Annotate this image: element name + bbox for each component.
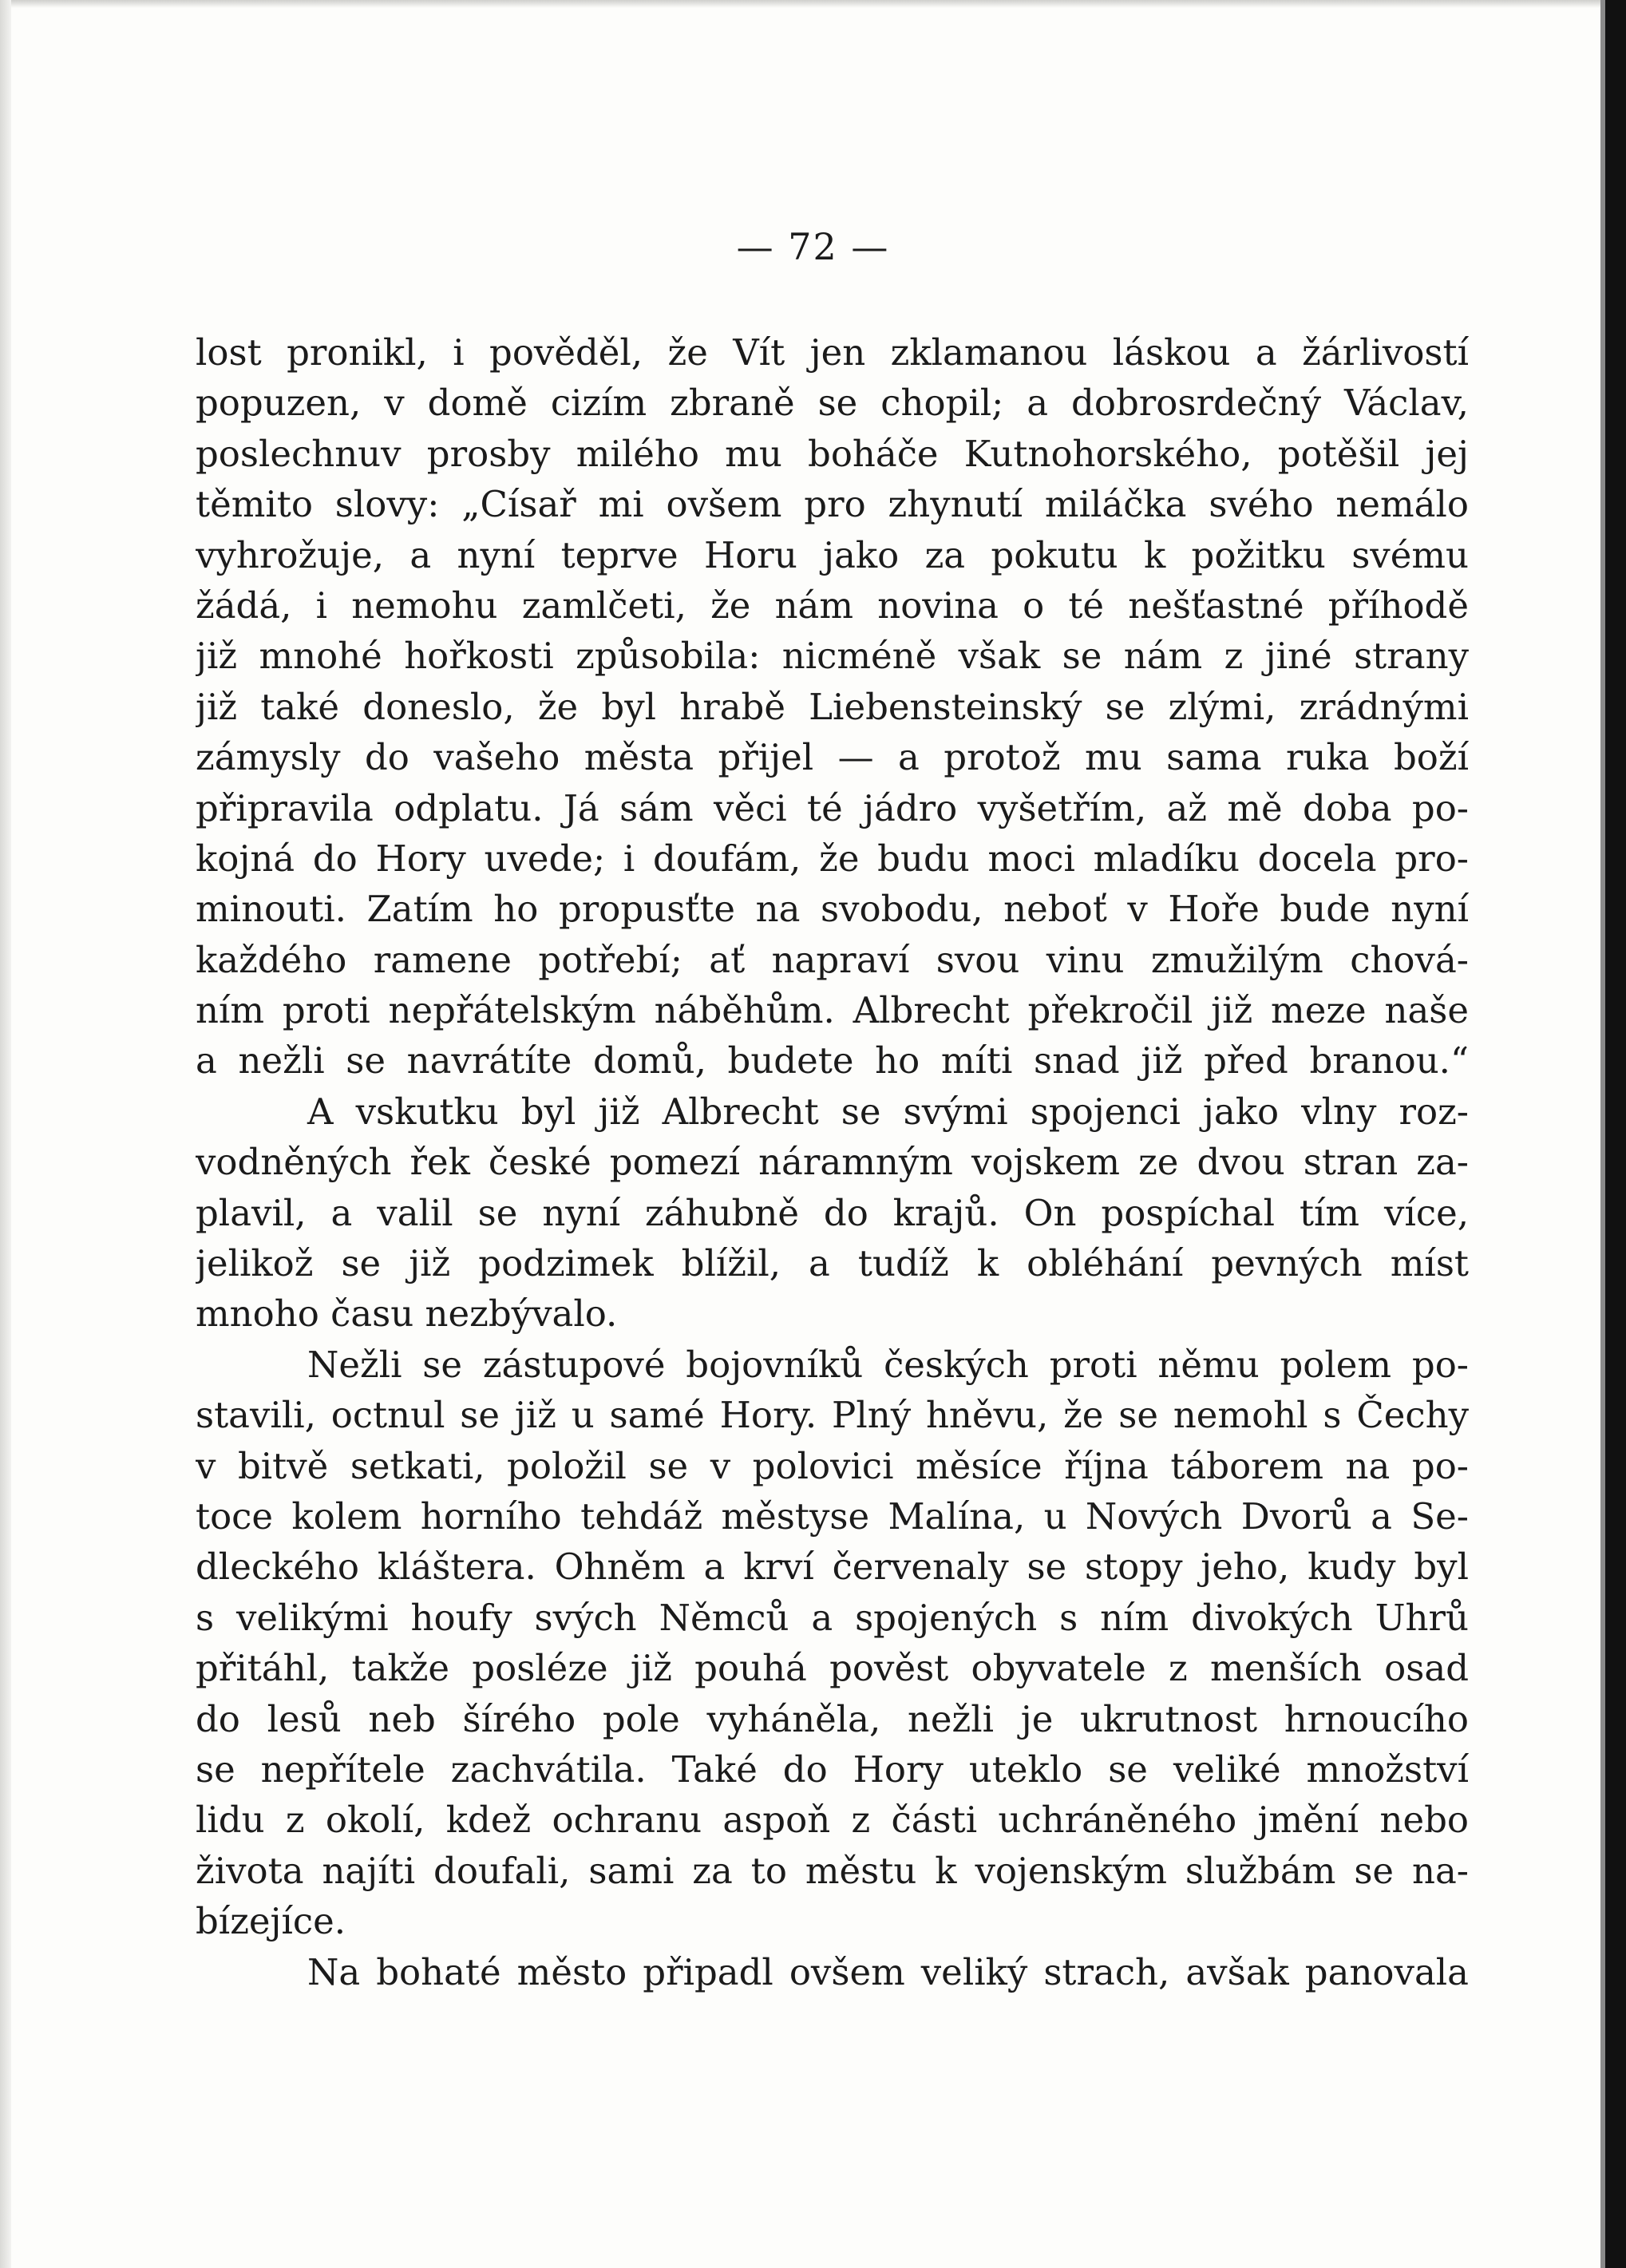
text-line: připravila odplatu. Já sám věci té jádro vyšetřím, až mě doba po-: [196, 786, 1469, 829]
text-line: bízejíce.: [196, 1900, 346, 1943]
text-line: s velikými houfy svých Němců a spojených s ním divokých Uhrů: [196, 1596, 1469, 1639]
text-line: každého ramene potřebí; ať napraví svou vinu zmužilým chová-: [196, 938, 1469, 981]
text-line: života najíti doufali, sami za to městu k vojenským službám se na-: [196, 1849, 1469, 1892]
text-line: ním proti nepřátelským náběhům. Albrecht překročil již meze naše: [196, 989, 1469, 1032]
text-line: kojná do Hory uvede; i doufám, že budu moci mladíku docela pro-: [196, 837, 1469, 880]
text-line: lost pronikl, i pověděl, že Vít jen zklamanou láskou a žárlivostí: [196, 331, 1469, 374]
text-line: lidu z okolí, kdež ochranu aspoň z části uchráněného jmění nebo: [196, 1799, 1469, 1842]
text-line: žádá, i nemohu zamlčeti, že nám novina o té nešťastné příhodě: [196, 584, 1469, 627]
text-line: těmito slovy: „Císař mi ovšem pro zhynutí miláčka svého nemálo: [196, 483, 1469, 526]
scan-binding-edge: [1605, 0, 1626, 2268]
text-line: Nežli se zástupové bojovníků českých proti němu polem po-: [307, 1343, 1469, 1386]
text-line: v bitvě setkati, položil se v polovici měsíce října táborem na po-: [196, 1444, 1469, 1487]
text-line: přitáhl, takže posléze již pouhá pověst obyvatele z menších osad: [196, 1647, 1469, 1690]
body-text: [196, 327, 1469, 1997]
text-line: zámysly do vašeho města přijel — a protož mu sama ruka boží: [196, 736, 1469, 779]
scan-top-shadow: [0, 0, 1605, 8]
text-line: Na bohaté město připadl ovšem veliký strach, avšak panovala: [307, 1950, 1469, 1993]
text-line: poslechnuv prosby milého mu boháče Kutnohorského, potěšil jej: [196, 432, 1469, 475]
text-line: již mnohé hořkosti způsobila: nicméně však se nám z jiné strany: [196, 635, 1469, 678]
text-line: jelikož se již podzimek blížil, a tudíž k obléhání pevných míst: [196, 1242, 1469, 1285]
text-line: dleckého kláštera. Ohněm a krví červenaly se stopy jeho, kudy byl: [196, 1546, 1469, 1589]
text-line: stavili, octnul se již u samé Hory. Plný hněvu, že se nemohl s Čechy: [196, 1394, 1469, 1437]
text-line: vodněných řek české pomezí náramným vojskem ze dvou stran za-: [196, 1141, 1469, 1184]
text-line: do lesů neb šírého pole vyháněla, nežli je ukrutnost hrnoucího: [196, 1697, 1469, 1740]
page-number: — 72 —: [736, 225, 890, 268]
text-line: se nepřítele zachvátila. Také do Hory uteklo se veliké množství: [196, 1748, 1469, 1791]
text-line: a nežli se navrátíte domů, budete ho míti snad již před branou.“: [196, 1039, 1469, 1083]
text-line: popuzen, v domě cizím zbraně se chopil; a dobrosrdečný Václav,: [196, 382, 1469, 425]
text-line: toce kolem horního tehdáž městyse Malína, u Nových Dvorů a Se-: [196, 1494, 1469, 1538]
text-line: A vskutku byl již Albrecht se svými spojenci jako vlny roz-: [307, 1090, 1469, 1133]
text-line: mnoho času nezbývalo.: [196, 1292, 618, 1336]
text-line: vyhrožuje, a nyní teprve Horu jako za pokutu k požitku svému: [196, 533, 1469, 576]
scan-left-edge: [0, 0, 11, 2268]
text-line: již také doneslo, že byl hrabě Liebensteinský se zlými, zrádnými: [196, 685, 1469, 728]
text-line: plavil, a valil se nyní záhubně do krajů. On pospíchal tím více,: [196, 1191, 1469, 1234]
text-line: minouti. Zatím ho propusťte na svobodu, neboť v Hoře bude nyní: [196, 888, 1469, 931]
